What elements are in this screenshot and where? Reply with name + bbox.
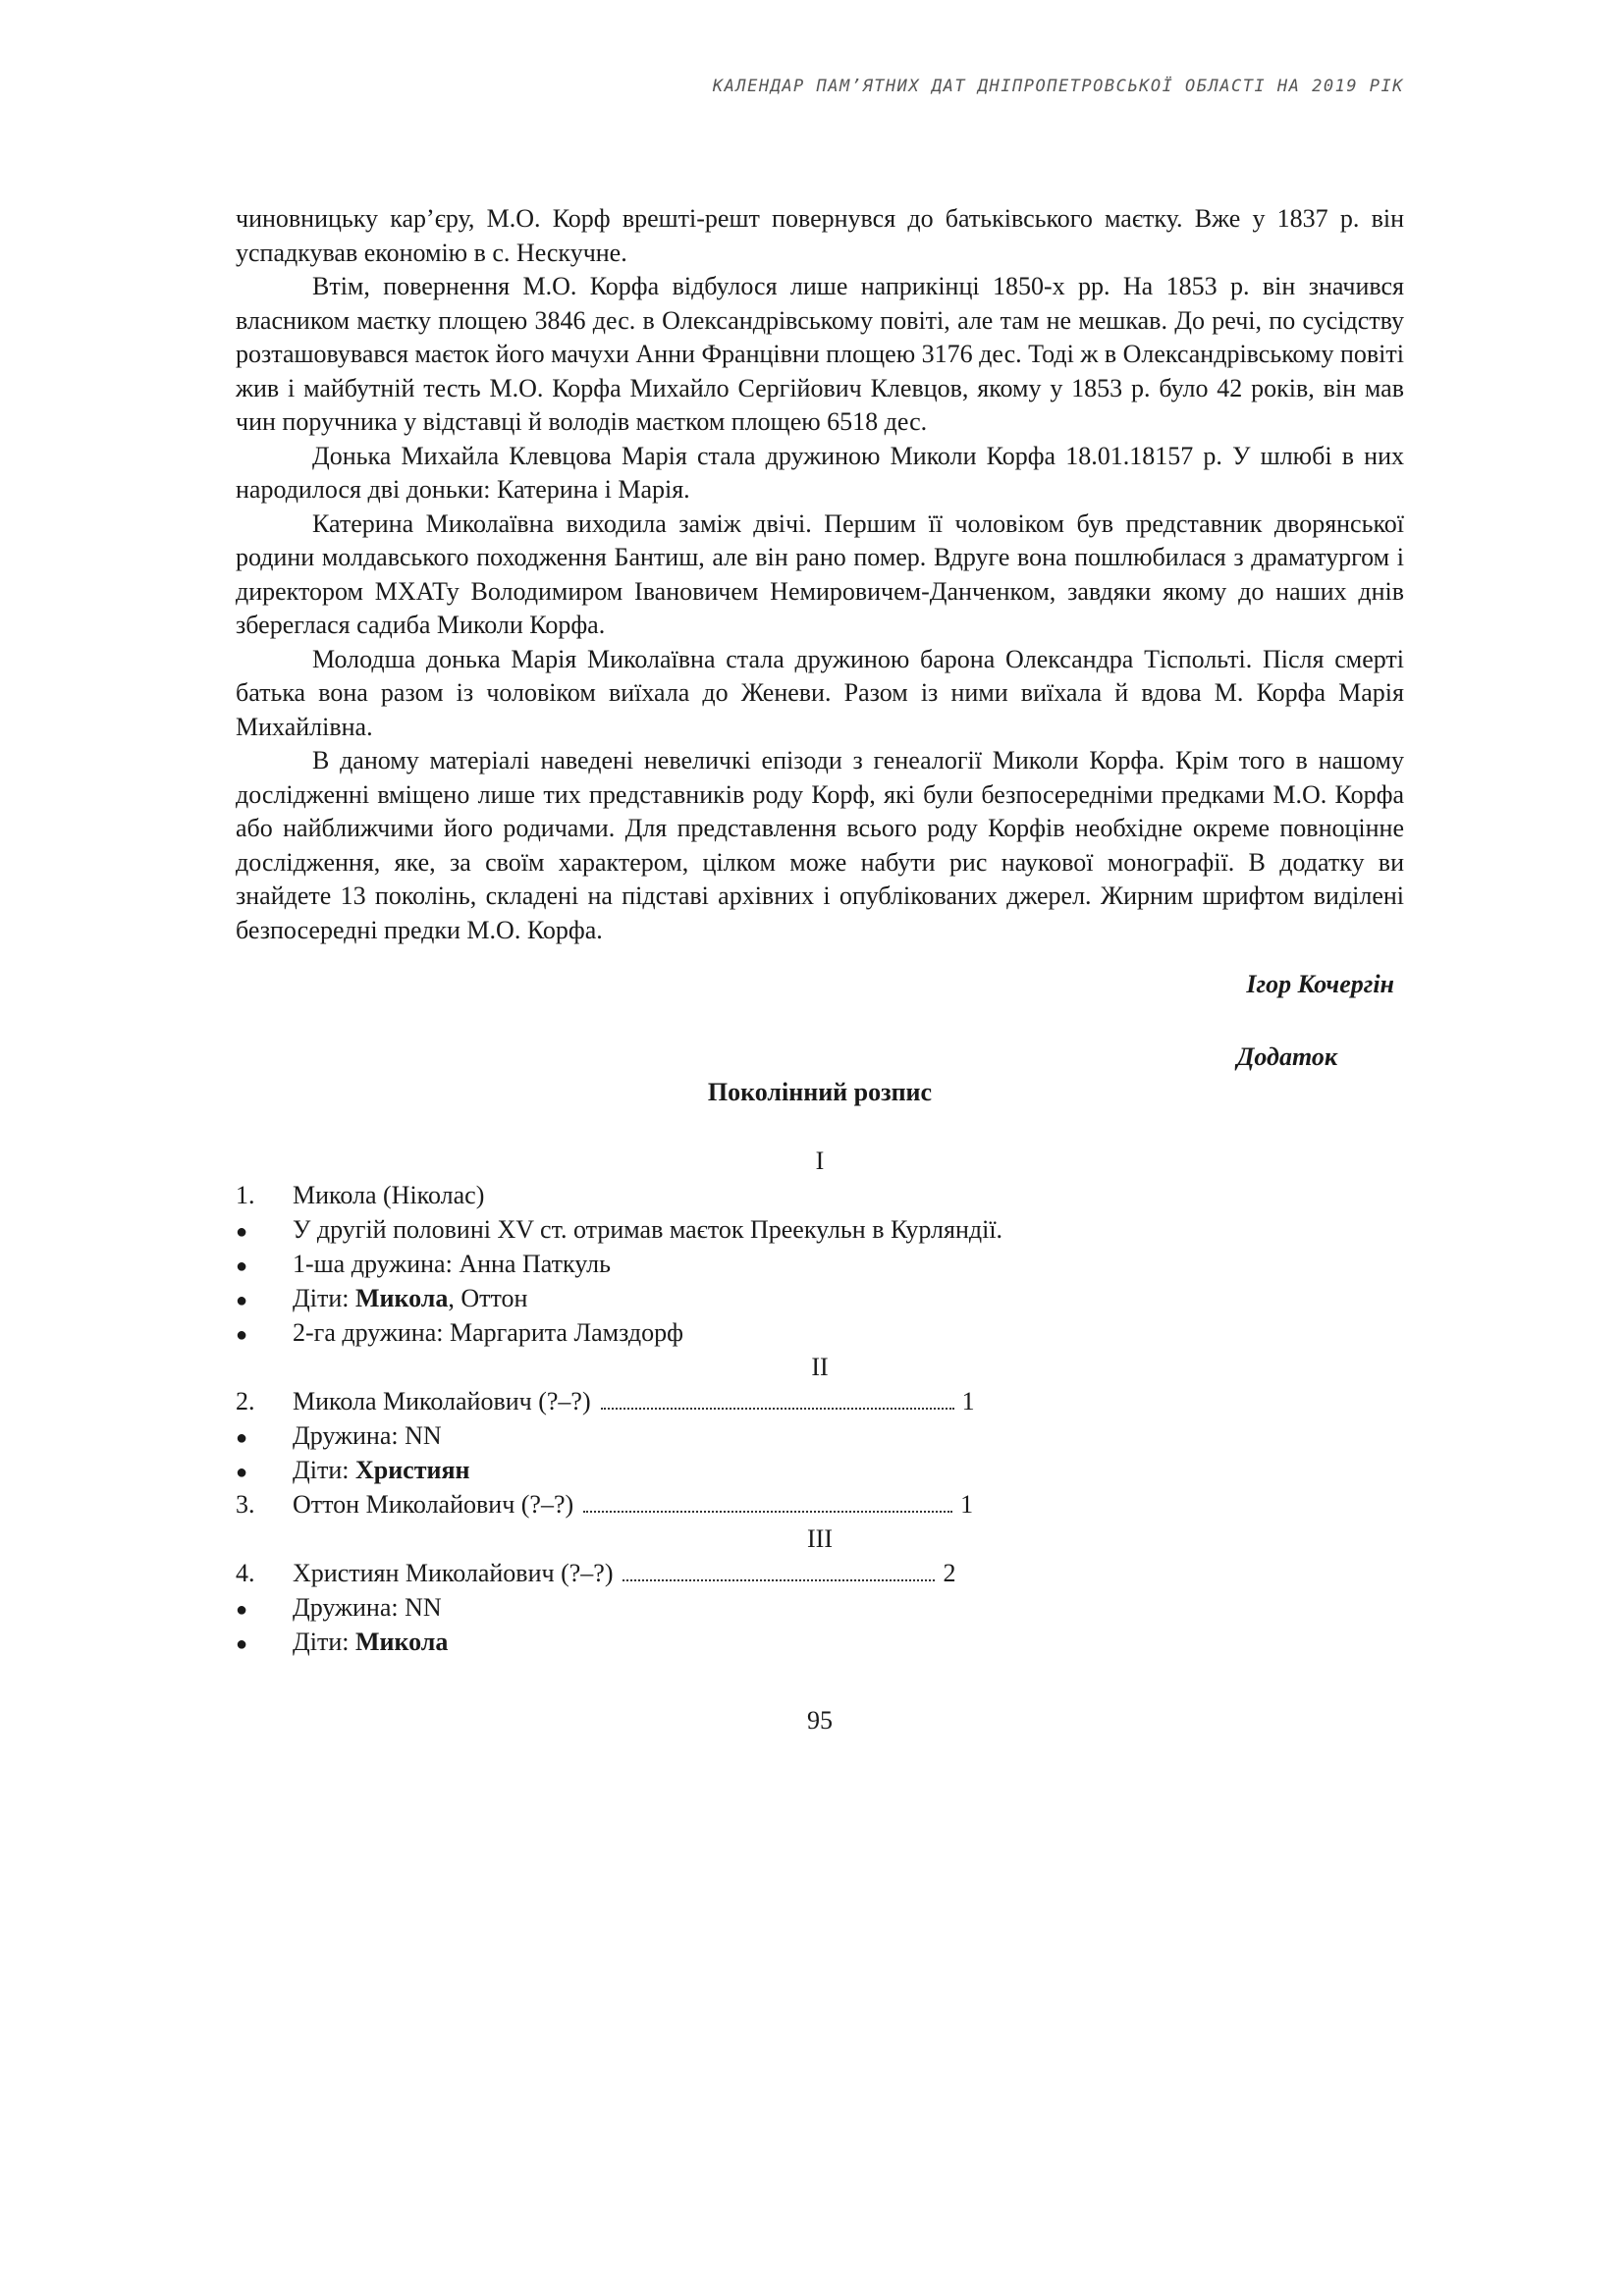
dot-leader	[623, 1579, 935, 1581]
ancestor-name: Микола	[354, 1284, 449, 1312]
generation-heading: II	[811, 1353, 829, 1381]
author-signature: Ігор Кочергін	[1246, 970, 1394, 998]
entry-ref: 1	[960, 1490, 974, 1519]
entry-number: 4.	[236, 1559, 255, 1587]
entry-ref: 1	[961, 1387, 975, 1415]
page-number: 95	[807, 1706, 833, 1735]
bullet-icon: ●	[236, 1221, 248, 1243]
paragraph-2: Втім, повернення М.О. Корфа відбулося лише наприкінці 1850-х рр. На 1853 р. він значився власником маєтку площею 3846 дес. в Олександрівському повіті, але там не мешкав. До речі, по сусідству розташовувався маєток його мачухи Анни Францівни площею 3176 дес. Тоді ж в Олександрівському повіті жив і майбутній тесть М.О. Корфа Михайло Сергійович Клевцов, якому у 1853 р. було 42 років, він мав чин поручника у відставці й володів маєтком площею 6518 дес.	[236, 272, 1404, 436]
bullet-icon: ●	[236, 1427, 248, 1449]
paragraph-4: Катерина Миколаївна виходила заміж двічі. Першим її чоловіком був представник дворянської родини молдавського походження Бантиш, але він рано помер. Вдруге вона пошлюбилася з драматургом і директором МХАТу Володимиром Івановичем Немировичем-Данченком, завдяки якому до наших днів збереглася садиба Миколи Корфа.	[236, 508, 1404, 639]
entry-number: 2.	[236, 1387, 255, 1415]
paragraph-6: В даному матеріалі наведені невеличкі епізоди з генеалогії Миколи Корфа. Крім того в нашому дослідженні вміщено лише тих представників роду Корф, які були безпосередніми предками М.О. Корфа або найближчими його родичами. Для представлення всього роду Корфів необхідне окреме повноцінне дослідження, яке, за своїм характером, цілком може набути рис наукової монографії. В додатку ви знайдете 13 поколінь, складені на підставі архівних і опублікованих джерел. Жирним шрифтом виділені безпосередні предки М.О. Корфа.	[236, 746, 1404, 944]
list-item	[236, 1559, 1404, 1593]
entry-number: 3.	[236, 1490, 255, 1519]
list-item	[236, 1490, 1404, 1524]
list-item	[236, 1215, 1404, 1250]
entry-number: 1.	[236, 1181, 255, 1209]
ancestor-name: Микола	[354, 1628, 449, 1656]
entry-ref: 2	[943, 1559, 956, 1587]
generation-list	[236, 1147, 1404, 1662]
entry-detail: У другій половині XV ст. отримав маєток Преекульн в Курляндії.	[293, 1215, 1003, 1244]
dot-leader	[583, 1511, 952, 1513]
entry-detail: Дружина: NN	[293, 1593, 442, 1622]
list-item	[236, 1456, 1404, 1490]
entry-detail: 1-ша дружина: Анна Паткуль	[293, 1250, 611, 1278]
list-item	[236, 1250, 1404, 1284]
bullet-icon: ●	[236, 1599, 248, 1621]
entry-detail: Дружина: NN	[293, 1421, 442, 1450]
list-item	[236, 1284, 1404, 1318]
generation-heading: I	[815, 1147, 825, 1175]
ancestor-name: Християн	[354, 1456, 470, 1484]
entry-detail: Діти: Микола, Оттон	[293, 1284, 528, 1312]
appendix-label: Додаток	[1236, 1042, 1337, 1071]
entry-detail: Діти: Микола	[293, 1628, 449, 1656]
bullet-icon: ●	[236, 1462, 248, 1483]
entry-name: Микола (Ніколас)	[293, 1181, 485, 1209]
paragraph-3: Донька Михайла Клевцова Марія стала дружиною Миколи Корфа 18.01.18157 р. У шлюбі в них народилося дві доньки: Катерина і Марія.	[236, 441, 1404, 504]
entry-detail: Діти: Християн	[293, 1456, 470, 1484]
paragraph-5: Молодша донька Марія Миколаївна стала дружиною барона Олександра Тіспольті. Після смерті батька вона разом із чоловіком виїхала до Женеви. Разом із ними виїхала й вдова М. Корфа Марія Михайлівна.	[236, 644, 1404, 741]
dot-leader	[601, 1408, 954, 1410]
list-item	[236, 1593, 1404, 1628]
entry-name: Микола Миколайович (?–?)	[293, 1387, 591, 1415]
bullet-icon: ●	[236, 1290, 248, 1311]
paragraph-1: чиновницьку кар’єру, М.О. Корф врешті-решт повернувся до батьківського маєтку. Вже у 1837 р. він успадкував економію в с. Нескучне.	[236, 204, 1404, 267]
generation-heading: III	[807, 1524, 833, 1553]
list-item	[236, 1421, 1404, 1456]
section-title: Поколінний розпис	[707, 1078, 933, 1106]
bullet-icon: ●	[236, 1633, 248, 1655]
bullet-icon: ●	[236, 1324, 248, 1346]
list-item	[236, 1318, 1404, 1353]
bullet-icon: ●	[236, 1255, 248, 1277]
running-header: КАЛЕНДАР ПАМ’ЯТНИХ ДАТ ДНІПРОПЕТРОВСЬКОЇ ОБЛАСТІ НА 2019 РІК	[712, 77, 1404, 96]
entry-name: Християн Миколайович (?–?)	[293, 1559, 614, 1587]
article-body	[236, 202, 1404, 947]
entry-detail: 2-га дружина: Маргарита Ламздорф	[293, 1318, 683, 1347]
entry-name: Оттон Миколайович (?–?)	[293, 1490, 574, 1519]
list-item	[236, 1387, 1404, 1421]
list-item	[236, 1181, 1404, 1215]
list-item	[236, 1628, 1404, 1662]
